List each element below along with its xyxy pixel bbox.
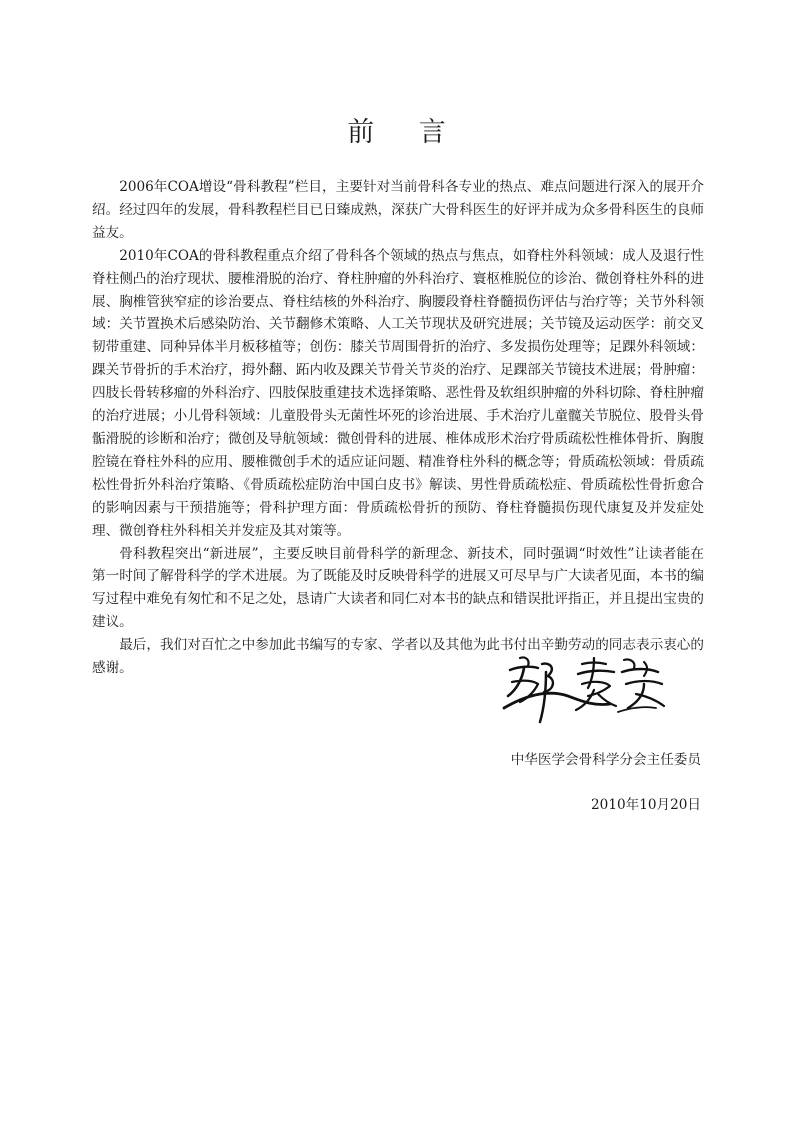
preface-body bbox=[92, 176, 704, 680]
handwritten-signature bbox=[498, 650, 674, 732]
paragraph-3: 骨科教程突出“新进展”，主要反映目前骨科学的新理念、新技术，同时强调“时效性”让读者能在第一时间了解骨科学的学术进展。为了既能及时反映骨科学的进展又可尽早与广大读者见面，本书的编写过程中难免有匆忙和不足之处，恳请广大读者和同仁对本书的缺点和错误批评指正，并且提出宝贵的建议。 bbox=[92, 545, 704, 631]
paragraph-1: 2006年COA增设“骨科教程”栏目，主要针对当前骨科各专业的热点、难点问题进行深入的展开介绍。经过四年的发展，骨科教程栏目已日臻成熟，深获广大骨科医生的好评并成为众多骨科医生的良师益友。 bbox=[92, 179, 704, 241]
paragraph-2: 2010年COA的骨科教程重点介绍了骨科各个领域的热点与焦点，如脊柱外科领域：成人及退行性脊柱侧凸的治疗现状、腰椎滑脱的治疗、脊柱肿瘤的外科治疗、寰枢椎脱位的诊治、微创脊柱外科的进展、胸椎管狭窄症的诊治要点、脊柱结核的外科治疗、胸腰段脊柱脊髓损伤评估与治疗等；关节外科领域：关节置换术后感染防治、关节翻修术策略、人工关节现状及研究进展；关节镜及运动医学：前交叉韧带重建、同种异体半月板移植等；创伤：膝关节周围骨折的治疗、多发损伤处理等；足踝外科领域：踝关节骨折的手术治疗，拇外翻、跖内收及踝关节骨关节炎的治疗、足踝部关节镜技术进展；骨肿瘤：四肢长骨转移瘤的外科治疗、四肢保肢重建技术选择策略、恶性骨及软组织肿瘤的外科切除、脊柱肿瘤的治疗进展；小儿骨科领域：儿童股骨头无菌性坏死的诊治进展、手术治疗儿童髋关节脱位、股骨头骨骺滑脱的诊断和治疗；微创及导航领域：微创骨科的进展、椎体成形术治疗骨质疏松性椎体骨折、胸腹腔镜在脊柱外科的应用、腰椎微创手术的适应证问题、精准脊柱外科的概念等；骨质疏松领域：骨质疏松性骨折外科治疗策略、《骨质疏松症防治中国白皮书》解读、男性骨质疏松症、骨质疏松性骨折愈合的影响因素与干预措施等；骨科护理方面：骨质疏松骨折的预防、脊柱脊髓损伤现代康复及并发症处理、微创脊柱外科相关并发症及其对策等。 bbox=[92, 247, 704, 539]
signature-date: 2010年10月20日 bbox=[591, 797, 701, 813]
page-title: 前 言 bbox=[347, 117, 464, 148]
paragraph-4: 最后，我们对百忙之中参加此书编写的专家、学者以及其他为此书付出辛勤劳动的同志表示衷心的感谢。 bbox=[92, 637, 704, 677]
signer-title: 中华医学会骨科学分会主任委员 bbox=[510, 752, 701, 768]
